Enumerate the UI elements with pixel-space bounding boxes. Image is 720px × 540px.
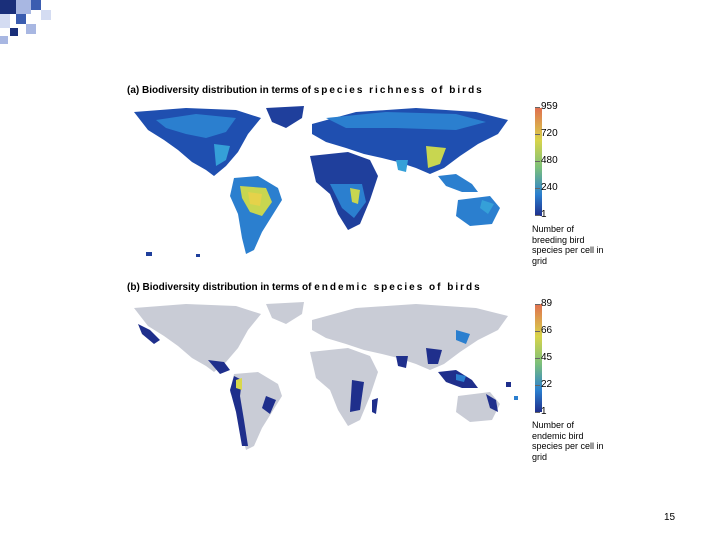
legend-a-tick: 720: [541, 128, 558, 139]
panel-a-title-prefix: (a) Biodiversity distribution in terms of: [127, 85, 311, 96]
endemic-species-map: [126, 300, 521, 455]
species-richness-map: [126, 104, 521, 259]
legend-b-tick: 22: [541, 379, 553, 390]
legend-a-note: Number of breeding bird species per cell in grid: [532, 224, 604, 266]
panel-b-title: [127, 282, 482, 293]
legend-a-tick: 480: [541, 155, 558, 166]
page-number: 15: [664, 512, 676, 523]
legend-b-tick: 1: [541, 406, 547, 417]
legend-b-tick: 45: [541, 352, 553, 363]
legend-a-tick: 240: [541, 182, 558, 193]
corner-decoration: [0, 0, 60, 50]
panel-b-title-highlight: endemic species of birds: [314, 282, 482, 293]
panel-b-title-prefix: (b) Biodiversity distribution in terms of: [127, 282, 312, 293]
panel-a-title-highlight: species richness of birds: [313, 85, 484, 96]
legend-b-tick: 66: [541, 325, 553, 336]
legend-a-tick: 1: [541, 209, 547, 220]
legend-b-tick: 89: [541, 298, 553, 309]
legend-b-note: Number of endemic bird species per cell in grid: [532, 420, 604, 462]
legend-a-tick: 959: [541, 101, 558, 112]
panel-a-title: [127, 85, 484, 96]
